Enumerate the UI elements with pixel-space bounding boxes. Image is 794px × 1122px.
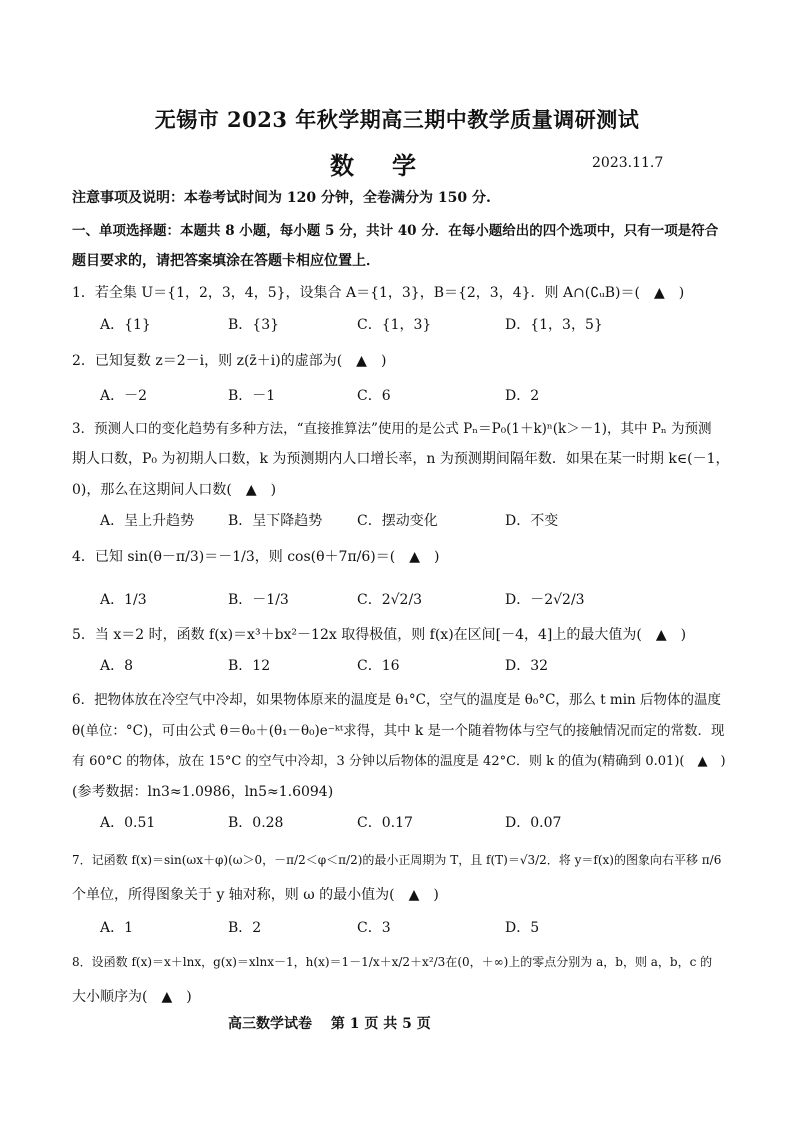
question-4-stem: 4．已知 sin(θ－π/3)＝－1/3，则 cos(θ＋7π/6)＝( ▲ ) <box>72 549 440 565</box>
notice-text: 注意事项及说明：本卷考试时间为 120 分钟，全卷满分为 150 分. <box>72 190 491 206</box>
question-6-option-c: C．0.17 <box>357 815 413 831</box>
question-4-option-a: A．1/3 <box>100 592 147 608</box>
question-7-option-b: B．2 <box>228 920 262 936</box>
exam-date: 2023.11.7 <box>592 155 664 171</box>
exam-title: 无锡市 2023 年秋学期高三期中教学质量调研测试 <box>154 107 640 132</box>
page-footer: 高三数学试卷 第 1 页 共 5 页 <box>228 1016 431 1032</box>
question-7-option-d: D．5 <box>505 920 540 936</box>
question-2-option-d: D．2 <box>505 388 540 404</box>
question-6-stem-line-3: 有 60°C 的物体，放在 15°C 的空气中冷却，3 分钟以后物体的温度是 42°C．则 k 的值为(精确到 0.01)( ▲ ) <box>72 754 726 769</box>
question-6-stem-line-1: 6．把物体放在冷空气中冷却，如果物体原来的温度是 θ₁°C，空气的温度是 θ₀°C，那么 t min 后物体的温度 <box>72 692 722 708</box>
section-instructions-line-2: 题目要求的，请把答案填涂在答题卡相应位置上． <box>72 253 380 269</box>
section-instructions-line-1: 一、单项选择题：本题共 8 小题，每小题 5 分，共计 40 分．在每小题给出的四个选项中，只有一项是符合 <box>72 223 719 239</box>
question-1-option-a: A．{1} <box>100 317 151 333</box>
question-7-stem-line-1: 7．记函数 f(x)＝sin(ωx＋φ)(ω＞0，－π/2＜φ＜π/2)的最小正周期为 T，且 f(T)＝√3/2．将 y＝f(x)的图象向右平移 π/6 <box>72 853 722 867</box>
question-4-option-c: C．2√2/3 <box>357 592 423 608</box>
question-2-option-a: A．－2 <box>100 388 148 404</box>
question-7-option-a: A．1 <box>100 920 134 936</box>
question-4-option-d: D．－2√2/3 <box>505 592 585 608</box>
question-3-option-d: D．不变 <box>505 513 559 529</box>
question-8-stem-line-1: 8．设函数 f(x)＝x＋lnx，g(x)＝xlnx－1，h(x)＝1－1/x＋x/2＋x²/3在(0，＋∞)上的零点分别为 a，b，则 a，b，c 的 <box>72 955 713 969</box>
question-6-stem-line-4: (参考数据：ln3≈1.0986，ln5≈1.6094) <box>72 784 334 800</box>
subject-heading: 数学 <box>330 151 454 180</box>
question-2-option-b: B．－1 <box>228 388 276 404</box>
question-3-stem-line-1: 3．预测人口的变化趋势有多种方法，“直接推算法”使用的是公式 Pₙ＝P₀(1＋k)ⁿ(k＞－1)，其中 Pₙ 为预测 <box>72 421 712 437</box>
question-3-stem-line-2: 期人口数，P₀ 为初期人口数，k 为预测期内人口增长率，n 为预测期间隔年数．如果在某一时期 k∈(－1， <box>72 451 730 467</box>
question-6-option-a: A．0.51 <box>100 815 156 831</box>
question-2-stem: 2．已知复数 z＝2－i，则 z(z̄＋i)的虚部为( ▲ ) <box>72 353 387 369</box>
question-2-option-c: C．6 <box>357 388 391 404</box>
question-5-option-a: A．8 <box>100 658 134 674</box>
question-1-stem: 1．若全集 U＝{1，2，3，4，5}，设集合 A＝{1，3}，B＝{2，3，4}．则 A∩(∁ᵤB)＝( ▲ ) <box>72 285 685 301</box>
question-6-stem-line-2: θ(单位：°C)，可由公式 θ＝θ₀＋(θ₁－θ₀)e⁻ᵏᵗ求得，其中 k 是一个随着物体与空气的接触情况而定的常数．现 <box>72 723 725 739</box>
question-5-option-d: D．32 <box>505 658 549 674</box>
question-5-option-c: C．16 <box>357 658 400 674</box>
question-4-option-b: B．－1/3 <box>228 592 289 608</box>
question-6-option-b: B．0.28 <box>228 815 284 831</box>
question-3-option-c: C．摆动变化 <box>357 513 438 529</box>
question-1-option-c: C．{1，3} <box>357 317 432 333</box>
question-3-option-a: A．呈上升趋势 <box>100 513 195 529</box>
question-5-stem: 5．当 x＝2 时，函数 f(x)＝x³＋bx²－12x 取得极值，则 f(x)在区间[－4，4]上的最大值为( ▲ ) <box>72 627 687 643</box>
question-6-option-d: D．0.07 <box>505 815 562 831</box>
question-3-stem-line-3: 0)，那么在这期间人口数( ▲ ) <box>72 482 277 498</box>
question-7-stem-line-2: 个单位，所得图象关于 y 轴对称，则 ω 的最小值为( ▲ ) <box>72 887 439 903</box>
question-3-option-b: B．呈下降趋势 <box>228 513 323 529</box>
question-1-option-d: D．{1，3，5} <box>505 317 603 333</box>
question-7-option-c: C．3 <box>357 920 391 936</box>
question-1-option-b: B．{3} <box>228 317 280 333</box>
question-8-stem-line-2: 大小顺序为( ▲ ) <box>72 989 192 1005</box>
question-5-option-b: B．12 <box>228 658 271 674</box>
